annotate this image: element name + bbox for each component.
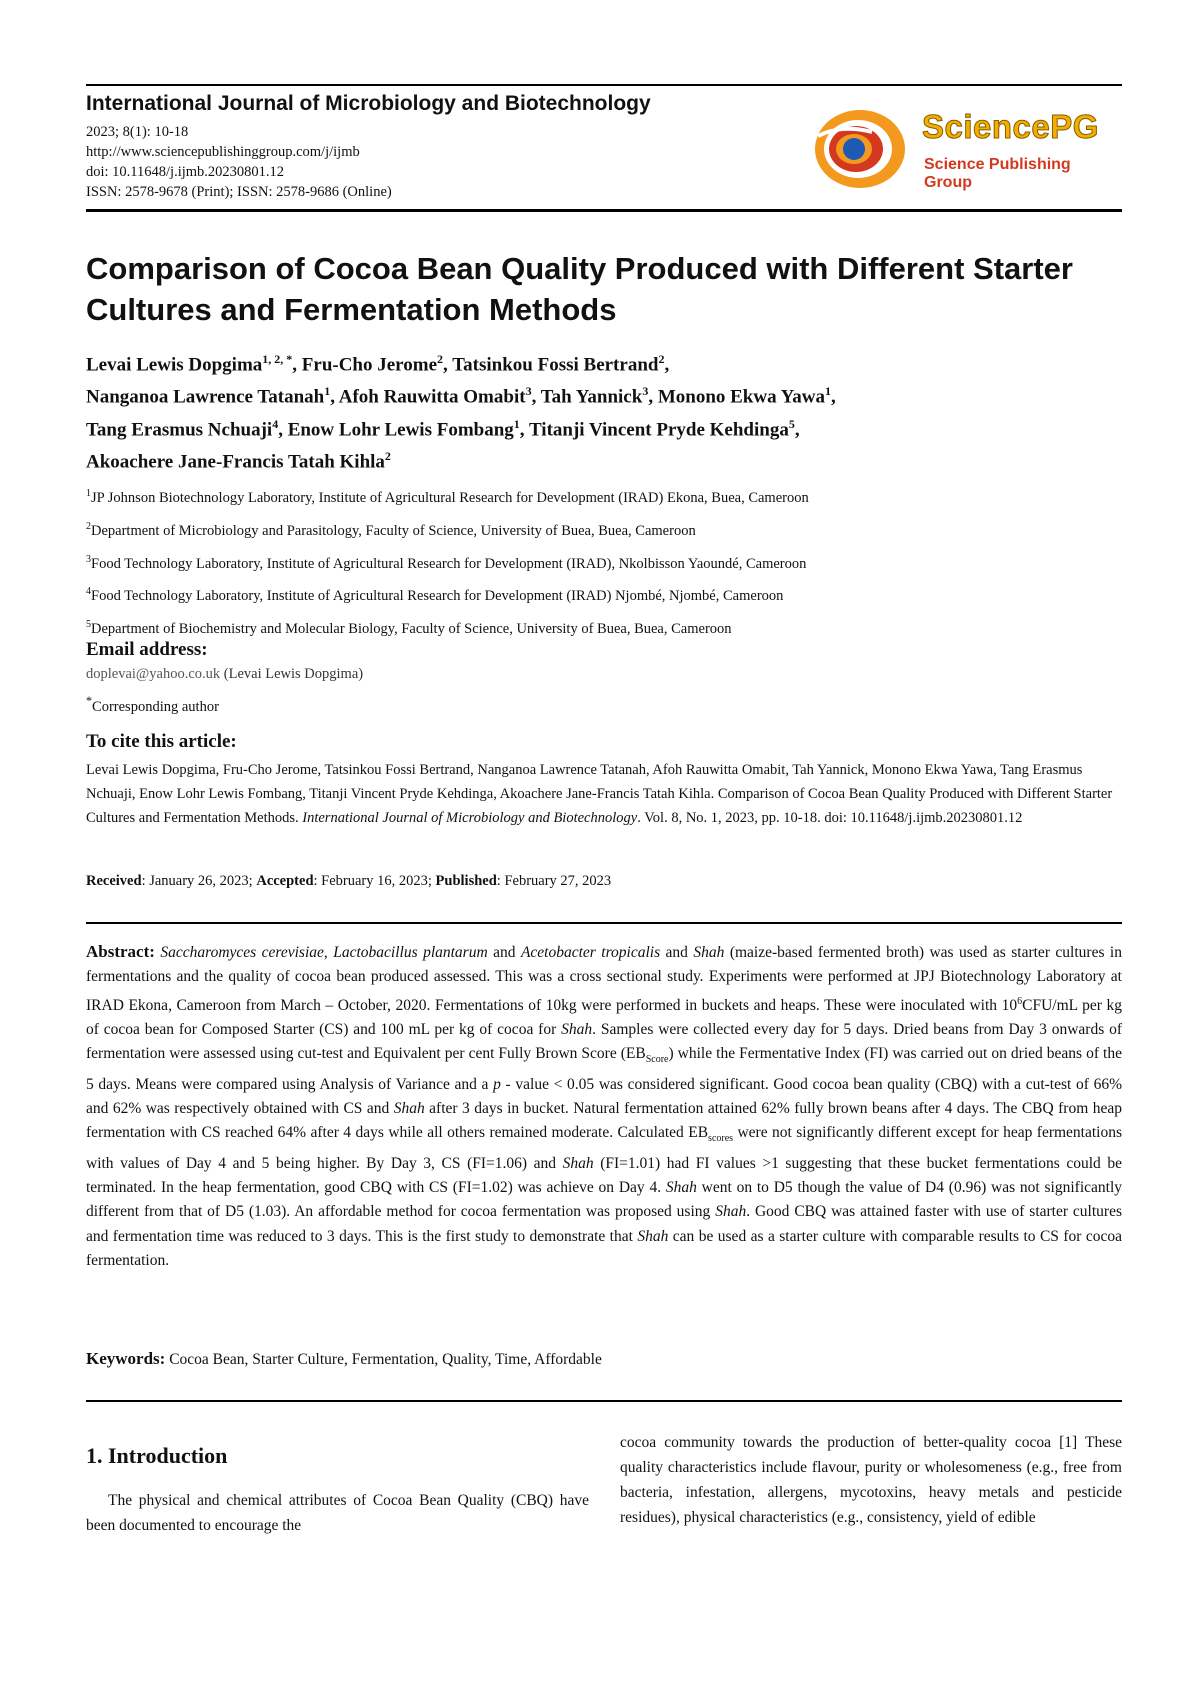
abstract-segment: (maize-based fermented broth) was used as starter cultures in fermentations and the quality of cocoa bean produced assessed. This was a cross sectional study. Experiments were performed at JPJ Biotechnology Laboratory at IRAD Ekona, Cameroon from March – October, 2020. Fermentations of 10kg were performed in buckets and heaps. These were inoculated with 10 — [86, 944, 1122, 1014]
author-separator: , — [830, 386, 836, 408]
affiliation-text: Department of Biochemistry and Molecular Biology, Faculty of Science, University of Buea, Buea, Cameroon — [91, 621, 732, 638]
abstract-segment: . Good CBQ was attained faster with use of starter cultures and fermentation time was reduced to 3 days. This is the first study to demonstrate that — [86, 1203, 1122, 1245]
abstract-segment: went on to D5 though the value of D4 (0.96) was not significantly different from that of D5 (1.03). An affordable method for cocoa fermentation was proposed using — [86, 1179, 1122, 1221]
affiliation-text: Food Technology Laboratory, Institute of Agricultural Research for Development (IRAD), Nkolbisson Yaoundé, Cameroon — [91, 555, 807, 572]
published-label: Published — [435, 873, 497, 889]
corresponding-mark: * — [86, 694, 93, 708]
author-separator: , — [443, 354, 453, 376]
affiliation-item — [86, 582, 1126, 606]
keywords — [86, 1349, 1122, 1369]
article-title: Comparison of Cocoa Bean Quality Produced with Different Starter Cultures and Fermentation Methods — [86, 251, 1073, 327]
abstract-segment: p — [493, 1075, 501, 1093]
abstract-segment: were not significantly different except for heap fermentations with values of Day 4 and 5 being higher. By Day 3, CS (FI=1.06) and — [86, 1124, 1123, 1172]
abstract-segment: , — [323, 944, 334, 961]
abstract-segment: Shah — [693, 944, 725, 961]
affiliation-number: 4 — [86, 586, 91, 598]
citation-rest: . Vol. 8, No. 1, 2023, pp. 10-18. doi: 10.11648/j.ijmb.20230801.12 — [637, 810, 1023, 826]
abstract-segment: - value < 0.05 was considered significant. Good cocoa bean quality (CBQ) with a cut-test of 66% and 62% was respectively obtained with CS and — [86, 1075, 1122, 1118]
abstract-segment: Shah — [665, 1179, 697, 1197]
introduction-left-column: The physical and chemical attributes of Cocoa Bean Quality (CBQ) have been documented to encourage the — [86, 1492, 589, 1534]
abstract-segment: Saccharomyces cerevisiae — [160, 944, 324, 961]
author-affiliation-mark: 4 — [272, 416, 279, 431]
abstract-segment: Shah — [562, 1154, 594, 1172]
citation-text — [86, 758, 1126, 830]
affiliation-number: 1 — [86, 488, 91, 499]
journal-header — [86, 92, 786, 202]
keywords-label: Keywords: — [86, 1349, 166, 1368]
abstract-segment: scores — [708, 1133, 734, 1145]
keywords-text: Cocoa Bean, Starter Culture, Fermentation, Quality, Time, Affordable — [165, 1351, 602, 1368]
abstract-segment: . Samples were collected every day for 5 days. Dried beans from Day 3 onwards of fermentation were assessed using cut-test and Equivalent per cent Fully Brown Score (EB — [86, 1021, 1123, 1063]
author-separator: , — [664, 354, 670, 376]
sciencepg-emblem-icon — [812, 106, 908, 192]
abstract-segment: (FI=1.01) had FI values >1 suggesting that these bucket fermentations could be terminated. In the heap fermentation, good CBQ with CS (FI=1.02) was achieve on Day 4. — [86, 1154, 1122, 1197]
author-name: Fru-Cho Jerome — [301, 354, 438, 376]
affiliation-text: Food Technology Laboratory, Institute of Agricultural Research for Development (IRAD) Njombé, Njombé, Cameroon — [91, 588, 784, 605]
top-rule — [86, 84, 1122, 86]
email-owner: (Levai Lewis Dopgima) — [220, 666, 364, 682]
author-affiliation-mark: 3 — [642, 384, 649, 399]
author-affiliation-mark: 2 — [658, 352, 665, 366]
author-separator: , — [330, 386, 339, 408]
email-link[interactable]: doplevai@yahoo.co.uk — [86, 666, 221, 682]
author-affiliation-mark: 1 — [824, 384, 831, 399]
author-name: Tang Erasmus Nchuaji — [86, 418, 273, 440]
abstract-bottom-rule — [86, 1400, 1122, 1402]
author-separator: , — [648, 386, 658, 408]
abstract-segment: after 3 days in bucket. Natural fermentation attained 62% fully brown beans after 4 days. The CBQ from heap fermentation with CS reached 64% after 4 days while all others remained moderate. Calculated EB — [86, 1100, 1122, 1142]
affiliation-number: 2 — [86, 520, 91, 532]
affiliation-number: 3 — [86, 553, 91, 565]
affiliation-number: 5 — [86, 619, 91, 631]
abstract-segment: Shah — [561, 1021, 593, 1039]
abstract-label: Abstract: — [86, 942, 155, 961]
author-name: Afoh Rauwitta Omabit — [338, 386, 526, 408]
author-name: Titanji Vincent Pryde Kehdinga — [528, 418, 789, 440]
abstract-segment: Shah — [393, 1100, 425, 1118]
cite-heading: To cite this article: — [86, 731, 237, 752]
author-separator: , — [794, 418, 800, 440]
corresponding-text: Corresponding author — [92, 698, 219, 715]
author-name: Akoachere Jane-Francis Tatah Kihla — [86, 451, 385, 473]
author-name: Nanganoa Lawrence Tatanah — [86, 386, 325, 408]
abstract-segment: can be used as a starter culture with comparable results to CS for cocoa fermentation. — [86, 1227, 1122, 1269]
author-name: Levai Lewis Dopgima — [86, 354, 263, 376]
introduction-heading: 1. Introduction — [86, 1443, 228, 1468]
author-affiliation-mark: 1 — [513, 416, 520, 431]
journal-name: International Journal of Microbiology and Biotechnology — [86, 92, 651, 115]
header-rule — [86, 209, 1122, 212]
received-label: Received — [86, 873, 142, 889]
author-affiliation-mark: 2 — [384, 448, 391, 463]
citation-authors-title: Levai Lewis Dopgima, Fru-Cho Jerome, Tatsinkou Fossi Bertrand, Nanganoa Lawrence Tatanah, Afoh Rauwitta Omabit, Tah Yannick, Monono Ekwa Yawa, Tang Erasmus Nchuaji, Enow Lohr Lewis Fombang, Titanji Vincent Pryde Kehdinga, Akoachere Jane-Francis Tatah Kihla. Comparison of Cocoa Bean Quality Produced with Different Starter Cultures and Fermentation Methods. — [86, 762, 1113, 826]
affiliation-text: Department of Microbiology and Parasitology, Faculty of Science, University of Buea, Buea, Cameroon — [91, 522, 696, 539]
author-separator: , — [531, 386, 541, 408]
abstract-segment: Shah — [637, 1227, 669, 1245]
author-separator: , — [278, 418, 288, 440]
doi: doi: 10.11648/j.ijmb.20230801.12 — [86, 164, 285, 180]
email-heading: Email address: — [86, 639, 208, 660]
abstract-segment: and — [487, 944, 521, 961]
author-name: Enow Lohr Lewis Fombang — [287, 418, 514, 440]
author-affiliation-mark: 3 — [525, 384, 532, 399]
article-dates — [86, 873, 611, 890]
affiliation-item — [86, 484, 1126, 508]
author-separator: , — [292, 354, 302, 376]
author-affiliation-mark: 2 — [437, 352, 444, 366]
accepted-label: Accepted — [256, 873, 314, 889]
accepted-date: : February 16, 2023; — [313, 873, 436, 889]
corresponding-author-note — [86, 694, 219, 716]
author-separator: , — [519, 418, 529, 440]
introduction-right-column: cocoa community towards the production of better-quality cocoa [1] These quality characteristics include flavour, purity or wholesomeness (e.g., free from bacteria, infestation, allergens, mycotoxins, heavy metals and pesticide residues), physical characteristics (e.g., consistency, yield of edible — [620, 1434, 1122, 1526]
publisher-logo — [812, 106, 1112, 194]
abstract-segment: Lactobacillus plantarum — [333, 944, 488, 961]
logo-title: SciencePG — [922, 108, 1099, 145]
abstract-segment: Acetobacter tropicalis — [520, 944, 661, 961]
author-name: Tatsinkou Fossi Bertrand — [452, 354, 659, 376]
affiliation-list — [86, 484, 1126, 648]
abstract-top-rule — [86, 922, 1122, 924]
published-date: : February 27, 2023 — [496, 873, 612, 889]
affiliation-item — [86, 517, 1126, 541]
logo-subtitle: Science Publishing Group — [924, 156, 1071, 191]
abstract-segment: and — [660, 944, 694, 961]
author-name: Tah Yannick — [540, 386, 643, 408]
issn: ISSN: 2578-9678 (Print); ISSN: 2578-9686 (Online) — [86, 184, 392, 200]
volume-info: 2023; 8(1): 10-18 — [86, 124, 189, 140]
abstract-segment: ) while the Fermentative Index (FI) was carried out on dried beans of the 5 days. Means were compared using Analysis of Variance and a — [86, 1045, 1122, 1093]
abstract-body — [86, 944, 1122, 1269]
author-affiliation-mark: 1 — [324, 384, 331, 399]
affiliation-item — [86, 615, 1126, 639]
abstract-segment: Shah — [715, 1203, 747, 1221]
email-line — [86, 666, 363, 683]
author-affiliation-mark: 5 — [788, 416, 795, 431]
author-list — [86, 346, 1126, 475]
author-name: Monono Ekwa Yawa — [657, 386, 825, 408]
abstract-segment: 6 — [1017, 995, 1023, 1007]
journal-url[interactable]: http://www.sciencepublishinggroup.com/j/ijmb — [86, 144, 360, 160]
affiliation-text: JP Johnson Biotechnology Laboratory, Institute of Agricultural Research for Development (IRAD) Ekona, Buea, Cameroon — [91, 489, 809, 506]
received-date: : January 26, 2023; — [141, 873, 257, 889]
abstract-segment: CFU/mL per kg of cocoa bean for Composed Starter (CS) and 100 mL per kg of cocoa for — [86, 996, 1122, 1039]
author-affiliation-mark: 1, 2, * — [262, 352, 293, 366]
abstract-segment: Score — [645, 1054, 669, 1066]
citation-journal: International Journal of Microbiology and Biotechnology — [302, 810, 638, 826]
affiliation-item — [86, 550, 1126, 574]
abstract — [86, 940, 1122, 1273]
